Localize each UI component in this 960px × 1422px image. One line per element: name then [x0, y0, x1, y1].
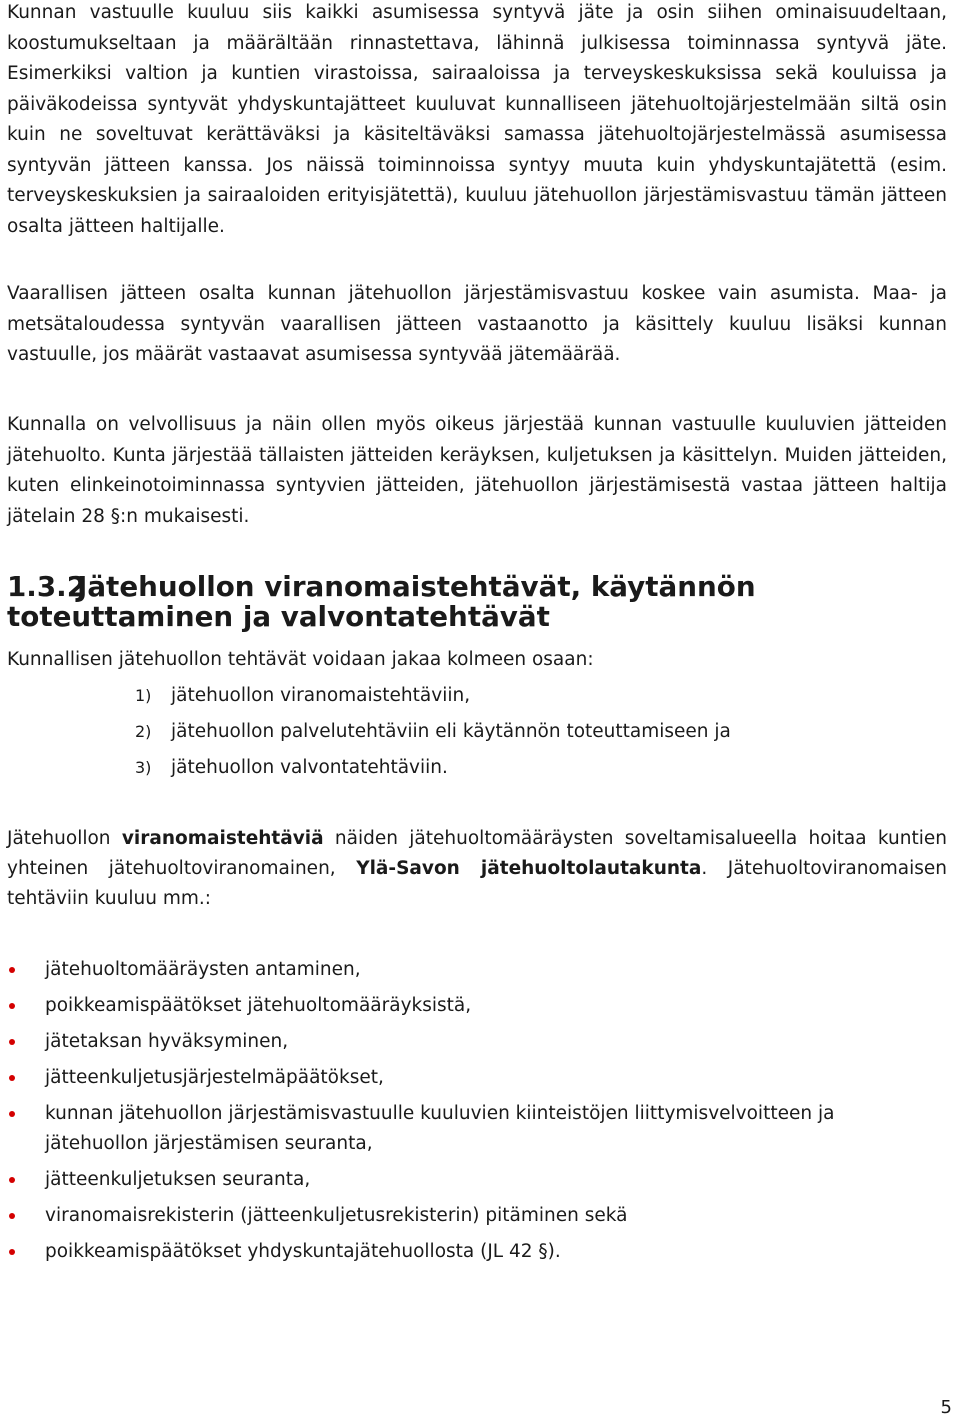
bullet-item	[7, 991, 947, 1021]
bullet-icon	[9, 1003, 15, 1009]
bullet-item-text: jätteenkuljetusjärjestelmäpäätökset,	[45, 1067, 384, 1088]
page-number: 5	[940, 1397, 952, 1418]
list-item-text: jätehuollon viranomaistehtäviin,	[171, 685, 471, 706]
bullet-item-text: kunnan jätehuollon järjestämisvastuulle kuuluvien kiinteistöjen liittymisvelvoitteen ja jätehuollon järjestämisen seuranta,	[45, 1103, 835, 1154]
bullet-item-text: jätteenkuljetuksen seuranta,	[45, 1169, 311, 1190]
bullet-icon	[9, 967, 15, 973]
paragraph-municipal-duty: Kunnalla on velvollisuus ja näin ollen myös oikeus järjestää kunnan vastuulle kuuluvien jätteiden jätehuolto. Kunta järjestää tällaisten jätteiden keräyksen, kuljetuksen ja käsittelyn. Muiden jätteiden, kuten elinkeinotoiminnassa syntyvien jätteiden, jätehuollon järjestämisestä vastaa jätteen haltija jätelain 28 §:n mukaisesti.	[7, 414, 947, 527]
bullet-item-text: jätetaksan hyväksyminen,	[45, 1031, 289, 1052]
list-item-number: 3)	[135, 758, 152, 777]
list-item-text: jätehuollon palvelutehtäviin eli käytännön toteuttamiseen ja	[171, 721, 731, 742]
section-number: 1.3.2	[7, 570, 87, 603]
bullet-item	[7, 1165, 947, 1195]
text-run: Jätehuollon	[7, 828, 122, 849]
bullet-item	[7, 1099, 933, 1159]
list-item-text: jätehuollon valvontatehtäviin.	[171, 757, 448, 778]
list-item	[135, 681, 731, 717]
tasks-intro: Kunnallisen jätehuollon tehtävät voidaan jakaa kolmeen osaan:	[7, 649, 594, 670]
bullet-item-text: poikkeamispäätökset yhdyskuntajätehuollosta (JL 42 §).	[45, 1241, 561, 1262]
list-item	[135, 753, 731, 789]
bullet-item	[7, 1063, 947, 1093]
bold-authority-name: Ylä-Savon jätehuoltolautakunta	[356, 858, 702, 879]
bullet-item-text: poikkeamispäätökset jätehuoltomääräyksistä,	[45, 995, 472, 1016]
list-item-number: 1)	[135, 686, 152, 705]
section-title: Jätehuollon viranomaistehtävät, käytännön toteuttaminen ja valvontatehtävät	[7, 570, 756, 633]
bullet-item	[7, 1027, 947, 1057]
bold-term: viranomaistehtäviä	[121, 828, 324, 849]
bullet-icon	[9, 1177, 15, 1183]
bullet-icon	[9, 1039, 15, 1045]
list-item	[135, 717, 731, 753]
text-run: näiden jätehuoltomääräysten soveltamisalueella hoitaa kuntien yhteinen jätehuoltoviranomainen,	[7, 828, 947, 879]
bullet-item	[7, 1201, 947, 1231]
bullet-icon	[9, 1111, 15, 1117]
paragraph-hazardous-waste: Vaarallisen jätteen osalta kunnan jätehuollon järjestämisvastuu koskee vain asumista. Maa- ja metsätaloudessa syntyvän vaarallisen jätteen vastaanotto ja käsittely kuuluu lisäksi kunnan vastuulle, jos määrät vastaavat asumisessa syntyvää jätemäärää.	[7, 283, 947, 365]
bullet-icon	[9, 1075, 15, 1081]
bullet-item	[7, 1237, 947, 1267]
list-item-number: 2)	[135, 722, 152, 741]
numbered-task-list	[135, 681, 731, 789]
authority-task-bullet-list	[7, 955, 947, 1273]
bullet-icon	[9, 1213, 15, 1219]
paragraph-municipal-responsibility: Kunnan vastuulle kuuluu siis kaikki asumisessa syntyvä jäte ja osin siihen ominaisuudeltaan, koostumukseltaan ja määrältään rinnastettava, lähinnä julkisessa toiminnassa syntyvä jäte. Esimerkiksi valtion ja kuntien virastoissa, sairaaloissa ja terveyskeskuksissa sekä kouluissa ja päiväkodeissa syntyvät yhdyskuntajätteet kuuluvat kunnalliseen jätehuoltojärjestelmään siltä osin kuin ne soveltuvat kerättäväksi ja käsiteltäväksi samassa jätehuoltojärjestelmässä asumisessa syntyvän jätteen kanssa. Jos näissä toiminnoissa syntyy muuta kuin yhdyskuntajätettä (esim. terveyskeskuksien ja sairaaloiden erityisjätettä), kuuluu jätehuollon järjestämisvastuu tämän jätteen osalta jätteen haltijalle.	[7, 2, 947, 237]
text-run: . Jätehuoltoviranomaisen tehtäviin kuuluu mm.:	[7, 858, 947, 909]
bullet-icon	[9, 1249, 15, 1255]
paragraph-authority-tasks	[7, 824, 947, 914]
bullet-item-text: jätehuoltomääräysten antaminen,	[45, 959, 361, 980]
section-heading	[7, 572, 947, 632]
bullet-item	[7, 955, 947, 985]
bullet-item-text: viranomaisrekisterin (jätteenkuljetusrekisterin) pitäminen sekä	[45, 1205, 628, 1226]
